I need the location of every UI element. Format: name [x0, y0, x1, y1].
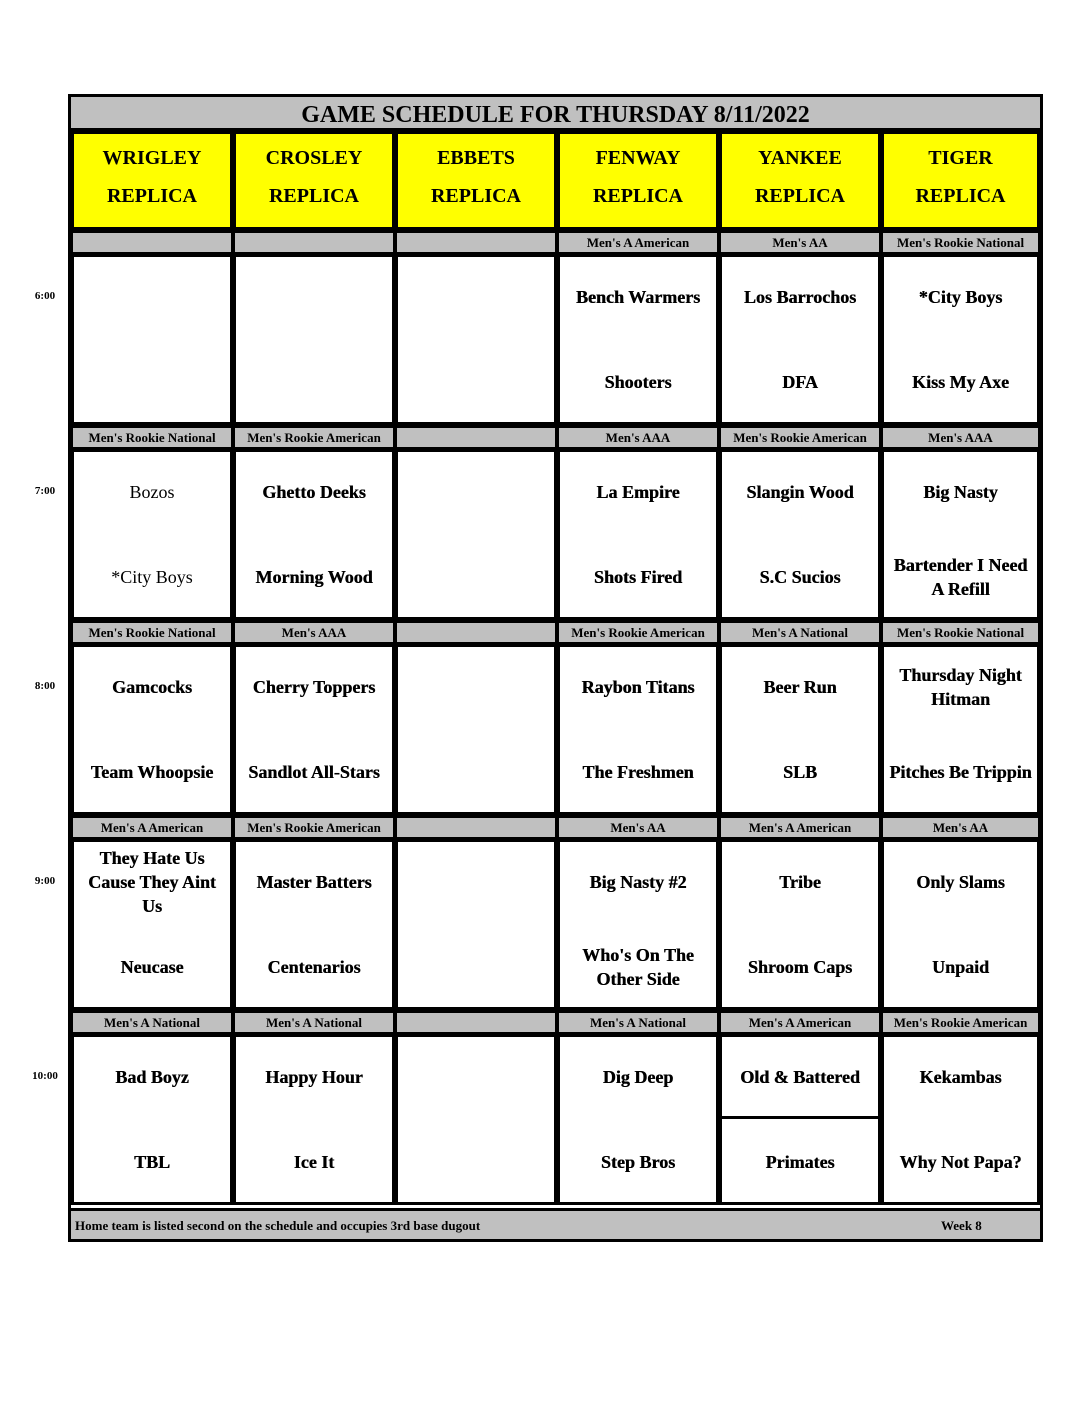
division-label: Men's Rookie National — [71, 620, 233, 644]
away-team — [400, 455, 552, 529]
division-label: Men's Rookie American — [881, 1010, 1040, 1034]
away-team: Master Batters — [256, 872, 372, 892]
time-label: 9:00 — [34, 875, 56, 887]
home-team: SLB — [782, 762, 818, 782]
home-team — [238, 345, 390, 419]
schedule-footer — [71, 1208, 1040, 1239]
division-label: Men's A National — [233, 1010, 395, 1034]
footer-note: Home team is listed second on the schedule and occupies 3rd base dugout — [75, 1218, 481, 1233]
home-team: *City Boys — [111, 567, 193, 587]
away-team — [400, 1040, 552, 1114]
division-label: Men's A National — [71, 1010, 233, 1034]
venue-name: YANKEE — [758, 147, 842, 169]
game-cell — [719, 449, 881, 620]
home-team: Who's On The Other Side — [582, 945, 694, 989]
division-label — [71, 230, 233, 254]
away-team: Slangin Wood — [746, 482, 854, 502]
division-label: Men's A National — [557, 1010, 719, 1034]
game-cell — [233, 839, 395, 1010]
home-team: Sandlot All-Stars — [248, 762, 380, 782]
away-team: *City Boys — [918, 287, 1003, 307]
venue-name: CROSLEY — [265, 147, 363, 169]
game-cell — [233, 449, 395, 620]
division-label — [395, 230, 557, 254]
away-team: Gamcocks — [112, 677, 192, 697]
game-cell — [71, 1034, 233, 1205]
home-team: Bartender I Need A Refill — [893, 555, 1028, 599]
home-team — [400, 930, 552, 1004]
home-team: Shots Fired — [593, 567, 683, 587]
venue-subtitle: REPLICA — [430, 185, 521, 207]
away-team: Old & Battered — [740, 1067, 860, 1087]
venue-header — [71, 131, 233, 230]
game-cell — [71, 644, 233, 815]
venue-header — [719, 131, 881, 230]
venue-subtitle: REPLICA — [754, 185, 845, 207]
game-cell — [71, 254, 233, 425]
division-label — [395, 1010, 557, 1034]
division-label: Men's AA — [557, 815, 719, 839]
away-team — [400, 650, 552, 724]
game-cell — [71, 449, 233, 620]
division-label: Men's A American — [71, 815, 233, 839]
time-label: 10:00 — [32, 1070, 58, 1082]
venue-header — [395, 131, 557, 230]
game-cell — [719, 1034, 881, 1205]
division-label: Men's A American — [719, 815, 881, 839]
home-team — [400, 735, 552, 809]
cell-divider — [722, 1116, 878, 1119]
game-cell — [557, 254, 719, 425]
week-label: Week 8 — [941, 1218, 982, 1233]
away-team: Cherry Toppers — [252, 677, 376, 697]
division-label — [395, 815, 557, 839]
game-cell — [881, 1034, 1040, 1205]
division-label: Men's Rookie American — [233, 815, 395, 839]
division-label: Men's AAA — [881, 425, 1040, 449]
division-label: Men's Rookie American — [233, 425, 395, 449]
home-team: Shooters — [604, 372, 672, 392]
time-label: 8:00 — [34, 680, 56, 692]
home-team: DFA — [782, 372, 818, 392]
game-cell — [395, 644, 557, 815]
home-team: S.C Sucios — [759, 567, 841, 587]
game-cell — [557, 1034, 719, 1205]
away-team: They Hate Us Cause They Aint Us — [88, 848, 216, 916]
division-label — [395, 620, 557, 644]
home-team: Why Not Papa? — [899, 1152, 1022, 1172]
division-label: Men's AA — [719, 230, 881, 254]
home-team: Morning Wood — [255, 567, 373, 587]
home-team: Step Bros — [600, 1152, 676, 1172]
division-label: Men's Rookie American — [557, 620, 719, 644]
away-team: Only Slams — [916, 872, 1005, 892]
division-label: Men's AAA — [233, 620, 395, 644]
home-team: Neucase — [120, 957, 184, 977]
home-team: Kiss My Axe — [912, 372, 1009, 392]
away-team: Bozos — [129, 482, 175, 502]
home-team — [400, 345, 552, 419]
away-team: Bad Boyz — [115, 1067, 189, 1087]
away-team: Big Nasty #2 — [589, 872, 687, 892]
division-label: Men's A American — [719, 1010, 881, 1034]
venue-name: EBBETS — [437, 147, 515, 169]
venue-name: WRIGLEY — [102, 147, 202, 169]
away-team: Kekambas — [919, 1067, 1002, 1087]
division-label: Men's Rookie National — [71, 425, 233, 449]
game-cell — [557, 449, 719, 620]
venue-subtitle: REPLICA — [592, 185, 683, 207]
game-cell — [881, 644, 1040, 815]
away-team: Tribe — [779, 872, 821, 892]
venue-subtitle: REPLICA — [268, 185, 359, 207]
away-team: Happy Hour — [265, 1067, 363, 1087]
home-team: Pitches Be Trippin — [889, 762, 1032, 782]
schedule-title: GAME SCHEDULE FOR THURSDAY 8/11/2022 — [71, 97, 1040, 131]
game-cell — [395, 1034, 557, 1205]
game-cell — [395, 839, 557, 1010]
game-cell — [557, 839, 719, 1010]
game-cell — [719, 839, 881, 1010]
game-cell — [557, 644, 719, 815]
venue-header — [557, 131, 719, 230]
away-team: Dig Deep — [602, 1067, 674, 1087]
game-cell — [395, 254, 557, 425]
venue-header — [881, 131, 1040, 230]
home-team: Primates — [765, 1152, 835, 1172]
away-team: La Empire — [596, 482, 680, 502]
home-team: Team Whoopsie — [90, 762, 214, 782]
division-label: Men's Rookie American — [719, 425, 881, 449]
away-team: Ghetto Deeks — [262, 482, 366, 502]
away-team: Los Barrochos — [743, 287, 857, 307]
home-team: Unpaid — [931, 957, 990, 977]
home-team: Centenarios — [267, 957, 361, 977]
venue-name: TIGER — [928, 147, 993, 169]
game-cell — [71, 839, 233, 1010]
game-cell — [233, 254, 395, 425]
venue-header — [233, 131, 395, 230]
division-label — [233, 230, 395, 254]
schedule-table — [68, 94, 1043, 1242]
division-label: Men's A National — [719, 620, 881, 644]
time-label: 7:00 — [34, 485, 56, 497]
division-label — [395, 425, 557, 449]
game-cell — [719, 254, 881, 425]
division-label: Men's Rookie National — [881, 620, 1040, 644]
home-team — [400, 1125, 552, 1199]
game-cell — [881, 449, 1040, 620]
venue-name: FENWAY — [595, 147, 681, 169]
home-team: Shroom Caps — [747, 957, 853, 977]
time-label: 6:00 — [34, 290, 56, 302]
away-team: Big Nasty — [923, 482, 998, 502]
away-team: Beer Run — [763, 677, 837, 697]
division-label: Men's AAA — [557, 425, 719, 449]
home-team — [76, 345, 228, 419]
home-team — [400, 540, 552, 614]
game-cell — [881, 839, 1040, 1010]
game-cell — [719, 644, 881, 815]
home-team: TBL — [133, 1152, 171, 1172]
game-cell — [233, 1034, 395, 1205]
division-label: Men's A American — [557, 230, 719, 254]
venue-subtitle: REPLICA — [106, 185, 197, 207]
away-team: Thursday Night Hitman — [899, 665, 1022, 709]
home-team: The Freshmen — [582, 762, 694, 782]
division-label: Men's AA — [881, 815, 1040, 839]
game-cell — [881, 254, 1040, 425]
away-team — [76, 260, 228, 334]
away-team: Raybon Titans — [581, 677, 695, 697]
home-team: Ice It — [293, 1152, 335, 1172]
away-team — [400, 260, 552, 334]
away-team — [238, 260, 390, 334]
away-team: Bench Warmers — [575, 287, 701, 307]
game-cell — [395, 449, 557, 620]
venue-subtitle: REPLICA — [915, 185, 1006, 207]
game-cell — [233, 644, 395, 815]
away-team — [400, 845, 552, 919]
division-label: Men's Rookie National — [881, 230, 1040, 254]
